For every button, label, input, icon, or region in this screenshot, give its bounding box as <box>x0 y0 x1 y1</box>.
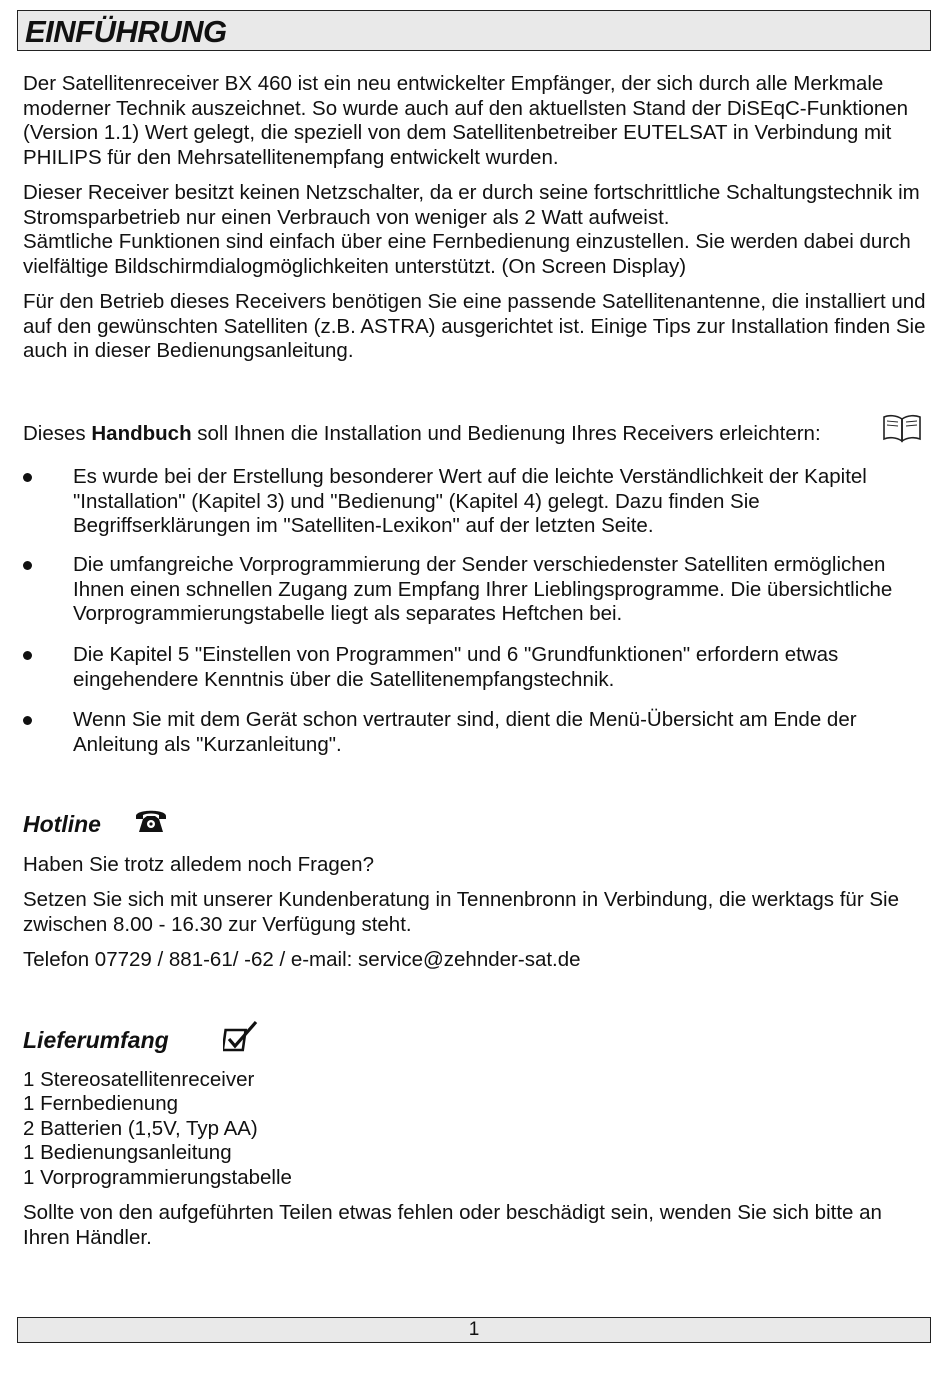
checkbox-checked-icon <box>223 1020 259 1052</box>
handbook-prefix: Dieses <box>23 422 86 445</box>
bullet-text: Die umfangreiche Vorprogrammierung der Sender verschiedenster Satelliten ermöglichen Ihnen einen schnellen Zugang zum Empfang Ihrer Lieblingsprogramme. Die übersichtliche Vorprogrammierungstabelle liegt als separates Heftchen bei. <box>73 553 893 625</box>
intro-paragraph-3: Für den Betrieb dieses Receivers benötigen Sie eine passende Satellitenantenne, die installiert und auf den gewünschten Satelliten (z.B. ASTRA) ausgerichtet ist. Einige Tips zur Installation finden Sie auch in dieser Bedienungsanleitung. <box>23 290 926 362</box>
delivery-item-2: 1 Fernbedienung <box>23 1092 179 1115</box>
hotline-contact: Telefon 07729 / 881-61/ -62 / e-mail: service@zehnder-sat.de <box>23 948 581 971</box>
handbook-suffix: soll Ihnen die Installation und Bedienung Ihres Receivers erleichtern: <box>197 422 821 445</box>
bullet-dot <box>23 651 32 660</box>
delivery-heading: Lieferumfang <box>23 1027 169 1053</box>
delivery-note: Sollte von den aufgeführten Teilen etwas fehlen oder beschädigt sein, wenden Sie sich bitte an Ihren Händler. <box>23 1201 882 1249</box>
bullet-dot <box>23 473 32 482</box>
hotline-heading: Hotline <box>23 811 101 837</box>
delivery-item-3: 2 Batterien (1,5V, Typ AA) <box>23 1117 258 1140</box>
handbook-intro <box>23 422 931 447</box>
page-title: EINFÜHRUNG <box>25 14 227 49</box>
intro-paragraph-2a: Dieser Receiver besitzt keinen Netzschalter, da er durch seine fortschrittliche Schaltungstechnik im Stromsparbetrieb nur einen Verbrauch von weniger als 2 Watt aufweist. <box>23 181 920 229</box>
bullet-text: Es wurde bei der Erstellung besonderer Wert auf die leichte Verständlichkeit der Kapitel "Installation" (Kapitel 3) und "Bedienung" (Kapitel 4) gelegt. Dazu finden Sie Begriffserklärungen im "Satelliten-Lexikon" auf der letzten Seite. <box>73 465 867 537</box>
telephone-icon <box>133 805 169 835</box>
hotline-question: Haben Sie trotz alledem noch Fragen? <box>23 853 374 876</box>
intro-paragraph-2b: Sämtliche Funktionen sind einfach über eine Fernbedienung einzustellen. Sie werden dabei durch vielfältige Bildschirmdialogmöglichkeiten unterstützt. (On Screen Display) <box>23 230 911 278</box>
bullet-dot <box>23 716 32 725</box>
page-number: 1 <box>468 1319 480 1340</box>
delivery-item-4: 1 Bedienungsanleitung <box>23 1141 232 1164</box>
page-header <box>17 10 931 51</box>
book-icon <box>882 413 922 443</box>
page-footer <box>17 1317 931 1343</box>
hotline-info: Setzen Sie sich mit unserer Kundenberatung in Tennenbronn in Verbindung, die werktags für Sie zwischen 8.00 - 16.30 zur Verfügung steht. <box>23 888 899 936</box>
handbook-bold-word: Handbuch <box>91 422 192 445</box>
bullet-dot <box>23 561 32 570</box>
intro-paragraph-1: Der Satellitenreceiver BX 460 ist ein neu entwickelter Empfänger, der sich durch alle Merkmale moderner Technik auszeichnet. So wurde auch auf den aktuellsten Stand der DiSEqC-Funktionen (Version 1.1) Wert gelegt, die speziell von dem Satellitenbetreiber EUTELSAT in Verbindung mit PHILIPS für den Mehrsatellitenempfang entwickelt wurden. <box>23 72 909 169</box>
bullet-text: Die Kapitel 5 "Einstellen von Programmen" und 6 "Grundfunktionen" erfordern etwas eingehendere Kenntnis über die Satellitenempfangstechnik. <box>73 643 839 691</box>
delivery-item-5: 1 Vorprogrammierungstabelle <box>23 1166 292 1189</box>
bullet-text: Wenn Sie mit dem Gerät schon vertrauter sind, dient die Menü-Übersicht am Ende der Anleitung als "Kurzanleitung". <box>73 708 857 756</box>
delivery-item-1: 1 Stereosatellitenreceiver <box>23 1068 255 1091</box>
